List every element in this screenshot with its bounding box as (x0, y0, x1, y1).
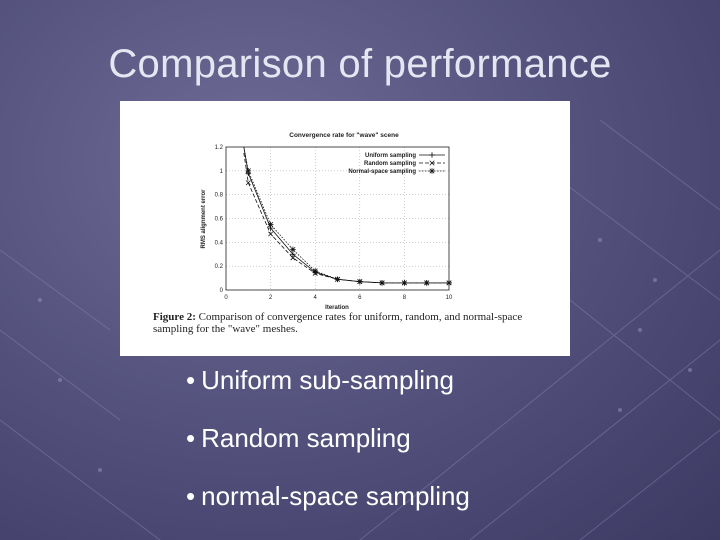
legend-label: Uniform sampling (364, 153, 416, 159)
x-tick-label: 4 (313, 295, 317, 301)
bullet-text: Random sampling (201, 423, 411, 453)
figure-caption-text: Comparison of convergence rates for uniform, random, and normal-space sampling for the "wave" meshes. (153, 311, 523, 335)
x-axis-label: Iteration (325, 305, 349, 311)
series-line (244, 153, 449, 283)
x-tick-label: 10 (445, 295, 453, 301)
data-point (357, 279, 363, 285)
figure-caption (153, 311, 563, 335)
x-tick-label: 8 (402, 295, 407, 301)
data-point (268, 232, 272, 236)
data-point (312, 268, 318, 274)
figure-panel (120, 101, 570, 356)
data-point (379, 280, 385, 286)
data-point (290, 247, 296, 253)
slide-title: Comparison of performance (108, 42, 612, 86)
data-point (335, 276, 341, 282)
series-line (244, 147, 449, 283)
data-point (268, 222, 274, 228)
bullet-dot-icon: • (186, 481, 196, 511)
bullet-list (186, 364, 470, 538)
y-tick-label: 0.8 (214, 192, 223, 199)
bullet-item (186, 422, 470, 480)
y-tick-label: 0.6 (214, 216, 223, 223)
legend-label: Normal-space sampling (348, 169, 416, 175)
x-tick-label: 0 (224, 295, 228, 301)
bullet-dot-icon: • (186, 365, 196, 395)
bullet-item (186, 364, 470, 422)
data-point (246, 168, 252, 174)
y-tick-label: 0.4 (214, 240, 223, 247)
convergence-chart (120, 101, 570, 311)
data-point (424, 280, 430, 286)
y-tick-label: 1 (219, 168, 223, 175)
x-tick-label: 2 (268, 295, 273, 301)
y-tick-label: 1.2 (214, 145, 223, 151)
y-tick-label: 0.2 (214, 264, 223, 271)
bullet-text: normal-space sampling (201, 481, 470, 511)
bullet-text: Uniform sub-sampling (201, 365, 454, 395)
data-point (246, 181, 250, 185)
figure-caption-label: Figure 2: (153, 311, 196, 323)
legend-marker (429, 168, 435, 174)
chart-title: Convergence rate for "wave" scene (289, 132, 399, 139)
y-axis-label: RMS alignment error (201, 189, 207, 249)
data-point (402, 280, 408, 286)
x-tick-label: 6 (358, 295, 362, 301)
series-line (244, 147, 449, 283)
bullet-item (186, 480, 470, 538)
y-tick-label: 0 (219, 288, 223, 294)
legend-marker (429, 152, 435, 158)
bullet-dot-icon: • (186, 423, 196, 453)
legend-label: Random sampling (363, 161, 416, 167)
